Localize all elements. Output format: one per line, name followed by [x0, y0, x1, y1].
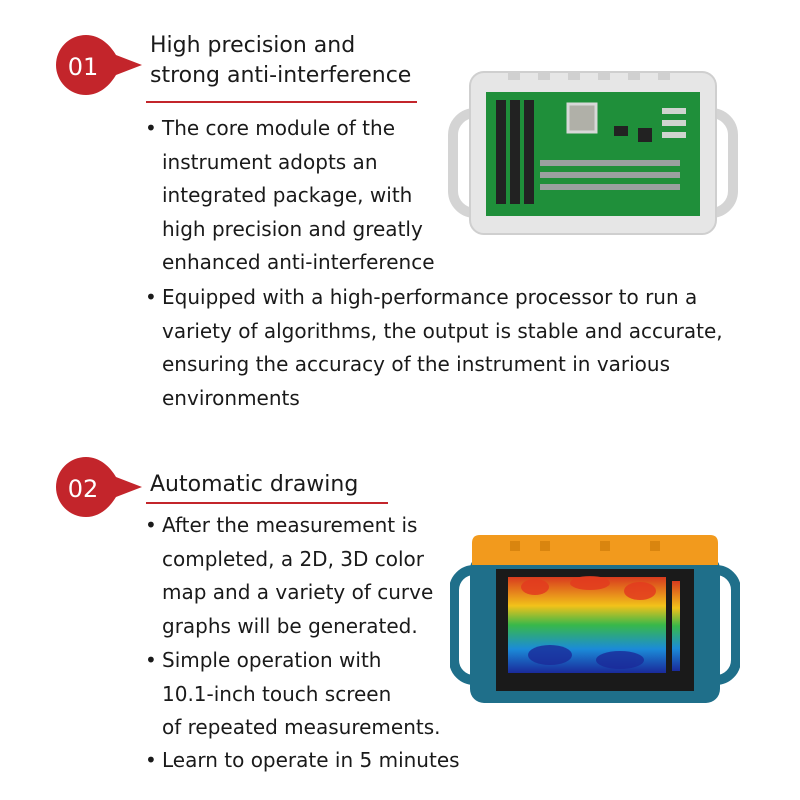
section-title: Automatic drawing — [150, 472, 359, 497]
section-title: High precision and strong anti-interference — [150, 33, 412, 88]
bullet-item: • The core module of the instrument adopts an integrated package, with high precision and greatly enhanced anti-interference — [145, 116, 435, 274]
circuit-board-image — [448, 68, 738, 247]
tablet-color-map-icon — [450, 525, 740, 705]
tablet-image — [450, 525, 740, 709]
section-number: 02 — [67, 475, 99, 503]
red-number-badge-icon — [52, 33, 144, 97]
red-number-badge-icon — [52, 455, 144, 519]
title-underline — [146, 101, 417, 103]
bullet-item: • After the measurement is completed, a 2D, 3D color map and a variety of curve graphs will be generated. — [145, 513, 434, 638]
section-01-badge — [52, 33, 144, 97]
bullet-item: • Equipped with a high-performance processor to run a variety of algorithms, the output is stable and accurate, ensuring the accuracy of the instrument in various environments — [145, 285, 723, 410]
title-underline — [146, 502, 388, 504]
bullet-item: • Learn to operate in 5 minutes — [145, 748, 460, 772]
circuit-board-icon — [448, 68, 738, 243]
bullet-item: • Simple operation with 10.1-inch touch screen of repeated measurements. — [145, 648, 441, 739]
section-02-badge — [52, 455, 144, 519]
section-number: 01 — [67, 53, 99, 81]
